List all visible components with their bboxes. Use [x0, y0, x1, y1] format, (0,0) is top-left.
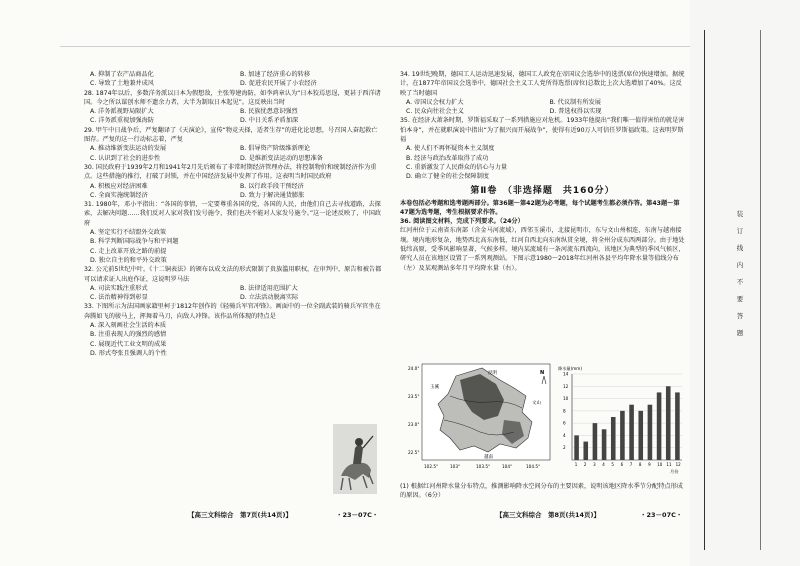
answer-option: B. 科学判断国际战争与和平问题 [90, 238, 179, 246]
answer-option: B. 注重表现人的强烈的感情 [90, 331, 167, 339]
binding-char: 线 [736, 244, 744, 252]
place-label: 文山 [532, 401, 541, 406]
monthly-precip-chart [556, 364, 686, 476]
lat-label: 23.5° [408, 394, 420, 399]
answer-option: C. 导致了土地兼并成风 [90, 80, 154, 88]
answer-option: B. 倡导资产阶级维新理论 [240, 145, 311, 153]
answer-option: B. 法律适用范围扩大 [240, 284, 298, 292]
question-stem: 35. 在经济大萧条时期，罗斯福采取了一系列措施应对危机。1933年他提出“我们唯一值得害怕的就是害怕本身”，并在就职演说中指出“为了振兴而开展战争”，使得有近90万人可信任罗斯福政策。这表明罗斯福 [400, 117, 685, 144]
binding-char: 装 [736, 210, 744, 218]
y-tick-label: 12 [563, 383, 569, 389]
precip-bar [620, 411, 625, 460]
precip-bar [638, 411, 643, 460]
answer-option: D. 普选权得以实现 [549, 108, 602, 116]
y-tick-label: 2 [563, 445, 566, 451]
precip-bar [593, 423, 598, 460]
lat-label: 22.5° [408, 450, 420, 455]
section-instructions: 本卷包括必考题和选考题两部分。第36题～第42题为必考题，每个试题考生都必须作答。第43题～第47题为选考题，考生根据要求作答。 [400, 199, 680, 216]
question-36-sub1: (1) 根据红河州降水量分布特点，推测影响降水空间分布的主要因素，说明该地区降水季节分配特点形成的原因。（6分） [400, 483, 683, 500]
lon-label: 103° [450, 464, 461, 469]
answer-option: A. 坚定实行不结盟外交政策 [90, 229, 167, 237]
question-stem: 29. 甲午中日战争后，严复翻译了《天演论》，宣传“物竞天择，适者生存”的进化论思想，号召国人奋起救亡图存。严复的这一行动标志着，严复 [84, 126, 378, 144]
question-stem: 34. 19世纪晚期，德国工人运动迅速发展，德国工人政党在帝国议会选举中的选票(席位)快速增加。据统计，在1877年帝国议会选举中，德国社会主义工人党所得选票(席位)总数比上次大选增加了40%。这反映了当时德国 [400, 71, 685, 97]
x-tick-label: 1 [574, 462, 578, 467]
precip-bar [666, 386, 671, 460]
answer-option: A. 推动维新变法运动的发展 [90, 145, 167, 153]
chart-axes [572, 374, 682, 460]
right-footer-code: ・23－07C・ [640, 511, 683, 519]
answer-option: A. 帝国议会权力扩大 [406, 98, 464, 106]
answer-options [84, 228, 382, 265]
y-tick-label: 10 [563, 396, 569, 402]
question-stem: 30. 国民政府于1939年2月和1941年2月先后颁布了非常时期经济管理办法，将控制物价和统制经济作为重点。这些措施的推行，打破了封锁，并在中国经济发展中发挥了作用。这表明当时国民政府 [84, 163, 377, 181]
binding-line [704, 30, 705, 550]
answer-option: A. 使人们不再怀疑资本主义制度 [406, 145, 495, 153]
answer-option: B. 以行政手段干预经济 [240, 182, 304, 190]
north-arrow-label: N [540, 370, 545, 376]
question-36-stem: 36. 阅读图文材料，完成下列要求。（24分） [400, 218, 524, 226]
answer-option: D. 是维新变法运动的思想准备 [240, 154, 323, 162]
x-tick-label: 9 [648, 462, 651, 467]
answer-option: C. 洋务派重视加强海防 [90, 117, 154, 125]
binding-char: 要 [736, 295, 744, 303]
precip-bar [648, 405, 653, 460]
answer-option: C. 民众向往社会主义 [406, 108, 464, 116]
answer-option: B. 经济与政治改革取得了成功 [406, 154, 489, 162]
binding-char: 题 [736, 329, 744, 337]
x-tick-label: 2 [583, 462, 587, 467]
answer-option: A. 抑制了农产品商品化 [90, 71, 154, 78]
x-axis-label: 月份 [670, 469, 679, 474]
answer-options [84, 154, 382, 163]
x-tick-label: 10 [657, 462, 663, 467]
x-tick-label: 6 [620, 462, 624, 467]
x-tick-label: 11 [666, 462, 672, 467]
answer-option: B. 民族忧患意识强烈 [240, 108, 298, 116]
answer-options [84, 284, 382, 303]
lon-label: 104° [502, 464, 513, 469]
lon-label: 102.5° [424, 464, 439, 469]
answer-options [84, 107, 382, 126]
precip-bar [629, 405, 634, 460]
place-label: 越南 [484, 455, 493, 460]
answer-option: A. 洋务派视野局限扩大 [90, 108, 154, 116]
question-stem: 31. 1980年，邓小平指出：“各国的事情，一定要尊重各国的党，各国的人民，由他们自己去寻找道路，去探索，去解决问题……我们反对人家对我们发号施令，我们也决不能对人家发号施令。”这一论述反映了，中国政府 [84, 201, 382, 227]
answer-option: C. 展现近代工业文明的成果 [90, 340, 167, 348]
section-title: 第Ⅱ卷 （非选择题 共160分） [470, 185, 615, 196]
question-stem: 33. 下图所示为法国画家籍里柯于1812年创作的《轻骑兵军官冲锋》。画面中的一位全副武装的骑兵军官坐在奔腾如飞的骏马上，挥舞着马刀，向敌人冲锋。该作品所体现的特点是 [84, 303, 381, 320]
x-tick-label: 5 [611, 462, 614, 467]
honghe-map [404, 360, 554, 472]
question-stem: 28. 1874年以后，多数洋务派以日本为假想敌，主张筹建海防，如李鸿章认为“日本狡焉思逞，更甚于西洋诸国。今之所以谋创水师不遗余力者，大半为制取日本起见”。这反映出当时 [84, 89, 381, 106]
x-tick-label: 8 [638, 462, 642, 467]
precip-bar [602, 429, 607, 460]
binding-warning-text [736, 210, 744, 346]
answer-option: D. 中日关系矛盾加深 [240, 117, 299, 125]
answer-option: A. 积极应对经济困难 [90, 182, 148, 190]
binding-char: 不 [736, 278, 744, 286]
answer-options [84, 70, 382, 89]
answer-option: C. 走上改革开放之路的前提 [90, 247, 167, 255]
place-label: 玉溪 [430, 385, 439, 390]
cavalry-officer-painting [333, 424, 377, 494]
y-tick-label: 8 [563, 408, 566, 414]
precip-bar [657, 392, 662, 460]
left-footer-page: 【高三文科综合 第7页(共14页)】 [188, 511, 293, 519]
binding-char: 内 [736, 261, 744, 269]
x-tick-label: 4 [602, 462, 605, 467]
y-tick-label: 4 [563, 432, 566, 438]
precip-bar [675, 392, 680, 460]
left-footer-code: ・23－07C・ [336, 511, 379, 519]
answer-option: C. 法治精神得到彰显 [90, 294, 148, 302]
binding-band [690, 0, 800, 566]
painting-illustration [333, 424, 377, 494]
top-rule [60, 46, 690, 47]
question-36-material: 红河州位于云南省东南部（含金马河流域），西邻玉溪市，北接昆明市，东与文山州相连，东南与越南接壤。境内地形复杂，地势西北高东南低，红河自西北向东南纵贯全境，将全州分成东西两部分。由于地处低纬高原，受季风影响显著，气候多样。境内某流域有一条河流东西流向，该地区为典型的季风气候区，研究人员在该地区设置了一系列观测站。下图示意1980～2018年红河州各县平均年降水量等值线分布（左）及某观测站多年月平均降水量（右）。 [400, 227, 685, 272]
answer-option: D. 立法活动脱离实际 [240, 294, 299, 302]
binding-line [760, 30, 761, 550]
answer-option: A. 深入刻画社会生活的本质 [90, 322, 167, 330]
lon-label: 103.5° [476, 464, 491, 469]
right-footer-page: 【高三文科综合 第8页(共14页)】 [496, 511, 601, 519]
answer-option: C. 全面实施统制经济 [90, 191, 148, 199]
x-tick-label: 3 [593, 462, 596, 467]
precip-bar [611, 417, 616, 460]
binding-char: 订 [736, 227, 744, 235]
answer-option: D. 促进农民开展了小农经济 [240, 80, 317, 88]
x-tick-label: 7 [629, 462, 633, 467]
answer-option: C. 重新激发了人民群众的信心与力量 [406, 163, 508, 171]
lon-label: 104.5° [526, 464, 541, 469]
lat-label: 24.0° [408, 366, 420, 371]
x-tick-label: 12 [675, 462, 681, 467]
answer-options [400, 98, 685, 117]
answer-options [84, 182, 382, 201]
y-tick-label: 6 [563, 420, 566, 426]
answer-option: D. 致力于解决通货膨胀 [240, 191, 305, 199]
answer-options [400, 144, 685, 181]
answer-option: C. 认识到了社会的进步性 [90, 154, 161, 162]
answer-option: B. 代议制有所发展 [549, 98, 601, 106]
left-column [84, 70, 382, 358]
answer-option: A. 司法实践注重形式 [90, 284, 148, 292]
answer-option: D. 确立了健全的社会保障制度 [406, 173, 489, 181]
answer-option: D. 独立自主的和平外交政策 [90, 256, 167, 264]
precip-bar [574, 435, 579, 460]
answer-option: B. 加速了经济重心的转移 [240, 71, 311, 78]
y-axis-label: 降水量(mm) [558, 366, 582, 371]
binding-char: 答 [736, 312, 744, 320]
answer-options [84, 144, 382, 153]
precip-bar-chart [556, 364, 686, 476]
place-label: 昆明 [488, 371, 497, 376]
precipitation-map [404, 360, 554, 472]
question-stem: 32. 公元前5世纪中叶，《十二铜表法》的颁布以成文法的形式限制了贵族滥用职权，在审判中，原告和被告都可以请求证人出庭作证，这说明罗马法 [84, 266, 382, 283]
precip-bar [583, 442, 588, 460]
answer-options [84, 321, 382, 358]
answer-option: D. 形式夸张且强调人的个性 [90, 349, 167, 357]
y-tick-label: 14 [563, 371, 569, 377]
lat-label: 23.0° [408, 422, 420, 427]
